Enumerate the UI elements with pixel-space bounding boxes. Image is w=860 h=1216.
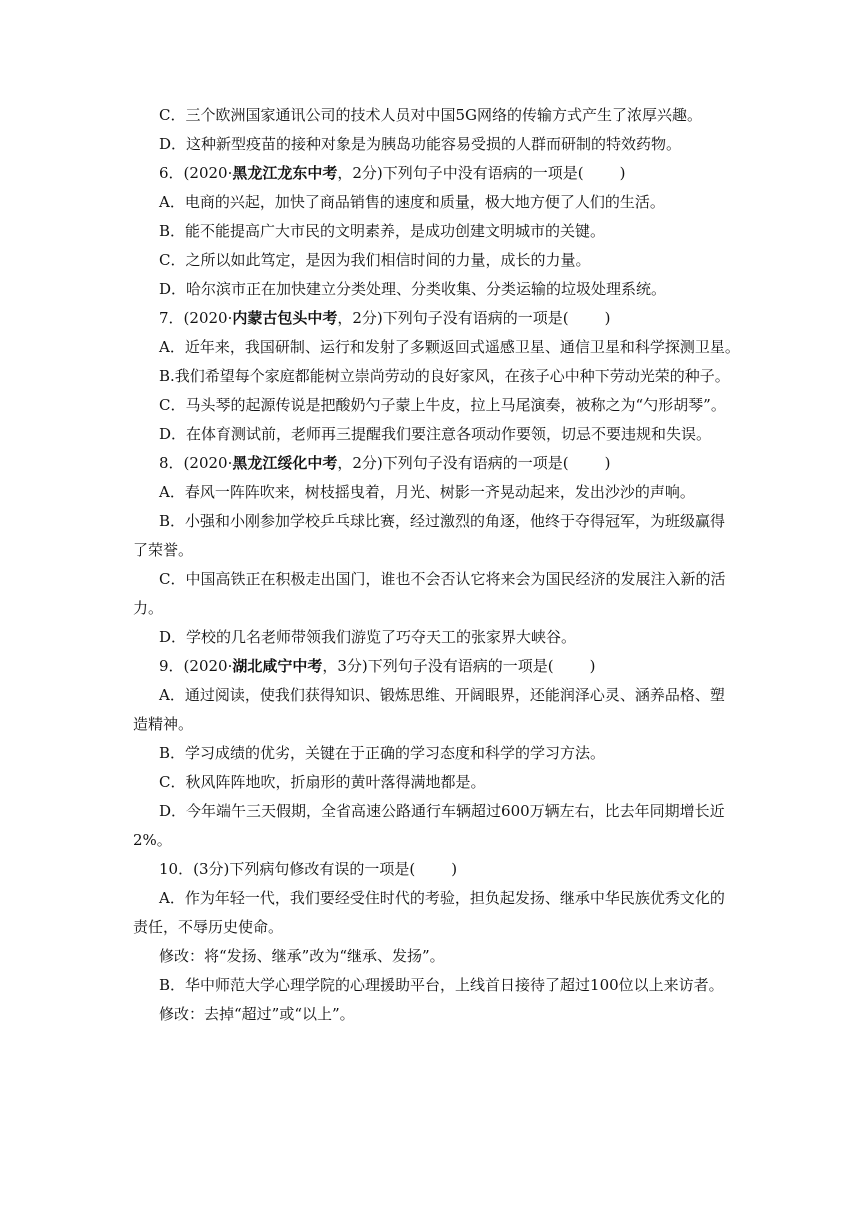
question-number: 9．(2020· [159,657,233,675]
option-8a: A．春风一阵阵吹来，树枝摇曳着，月光、树影一齐晃动起来，发出沙沙的声响。 [159,483,695,501]
option-5d: D．这种新型疫苗的接种对象是为胰岛功能容易受损的人群而研制的特效药物。 [159,135,682,153]
answer-blank-close: ) [604,454,611,472]
option-6d: D．哈尔滨市正在加快建立分类处理、分类收集、分类运输的垃圾处理系统。 [159,280,667,298]
question-source: 黑龙江绥化中考 [232,454,338,472]
option-8b: B．小强和小刚参加学校乒乓球比赛，经过激烈的角逐，他终于夺得冠军，为班级赢得 [159,512,726,530]
option-9a-continued: 造精神。 [133,715,194,733]
question-source: 黑龙江龙东中考 [232,164,338,182]
question-source: 湖北咸宁中考 [232,657,323,675]
option-9b: B．学习成绩的优劣，关键在于正确的学习态度和科学的学习方法。 [159,744,606,762]
option-9d-continued: 2%。 [133,831,172,849]
option-9d: D．今年端午三天假期，全省高速公路通行车辆超过600万辆左右，比去年同期增长近 [159,802,725,820]
option-7b: B.我们希望每个家庭都能树立崇尚劳动的良好家风，在孩子心中种下劳动光荣的种子。 [159,367,730,385]
option-9c: C．秋风阵阵地吹，折扇形的黄叶落得满地都是。 [159,773,486,791]
answer-blank-close: ) [619,164,626,182]
option-7d: D．在体育测试前，老师再三提醒我们要注意各项动作要领，切忌不要违规和失误。 [159,425,712,443]
option-8b-continued: 了荣誉。 [133,541,194,559]
answer-blank-close: ) [451,860,458,878]
answer-blank-close: ) [604,309,611,327]
option-8c: C．中国高铁正在积极走出国门，谁也不会否认它将来会为国民经济的发展注入新的活 [159,570,726,588]
question-10 [133,855,734,884]
question-8 [133,449,734,478]
option-10a-revision: 修改：将“发扬、继承”改为“继承、发扬”。 [159,947,445,965]
option-10b: B．华中师范大学心理学院的心理援助平台，上线首日接待了超过100位以上来访者。 [159,976,724,994]
option-10b-revision: 修改：去掉“超过”或“以上”。 [159,1005,355,1023]
option-6b: B．能不能提高广大市民的文明素养，是成功创建文明城市的关键。 [159,222,606,240]
answer-blank-close: ) [589,657,596,675]
question-number: 8．(2020· [159,454,233,472]
question-number: 6．(2020· [159,164,233,182]
question-9 [133,652,734,681]
question-number: 10．(3分)下列病句修改有误的一项是( [159,860,416,878]
question-prompt: ，2分)下列句子中没有语病的一项是( [337,164,584,182]
option-9a: A．通过阅读，使我们获得知识、锻炼思维、开阔眼界，还能润泽心灵、涵养品格、塑 [159,686,725,704]
question-number: 7．(2020· [159,309,233,327]
question-6 [133,159,734,188]
option-7a: A．近年来，我国研制、运行和发射了多颗返回式遥感卫星、通信卫星和科学探测卫星。 [159,338,740,356]
option-6c: C．之所以如此笃定，是因为我们相信时间的力量，成长的力量。 [159,251,591,269]
option-10a: A．作为年轻一代，我们要经受住时代的考验，担负起发扬、继承中华民族优秀文化的 [159,889,725,907]
option-6a: A．电商的兴起，加快了商品销售的速度和质量，极大地方便了人们的生活。 [159,193,665,211]
option-8d: D．学校的几名老师带领我们游览了巧夺天工的张家界大峡谷。 [159,628,577,646]
option-8c-continued: 力。 [133,599,164,617]
option-7c: C．马头琴的起源传说是把酸奶勺子蒙上牛皮，拉上马尾演奏，被称之为“勺形胡琴”。 [159,396,726,414]
question-source: 内蒙古包头中考 [232,309,338,327]
question-7 [133,304,734,333]
question-prompt: ，2分)下列句子没有语病的一项是( [337,454,569,472]
option-5c: C．三个欧洲国家通讯公司的技术人员对中国5G网络的传输方式产生了浓厚兴趣。 [159,106,703,124]
option-10a-continued: 责任，不辱历史使命。 [133,918,284,936]
question-prompt: ，3分)下列句子没有语病的一项是( [322,657,554,675]
question-prompt: ，2分)下列句子没有语病的一项是( [337,309,569,327]
